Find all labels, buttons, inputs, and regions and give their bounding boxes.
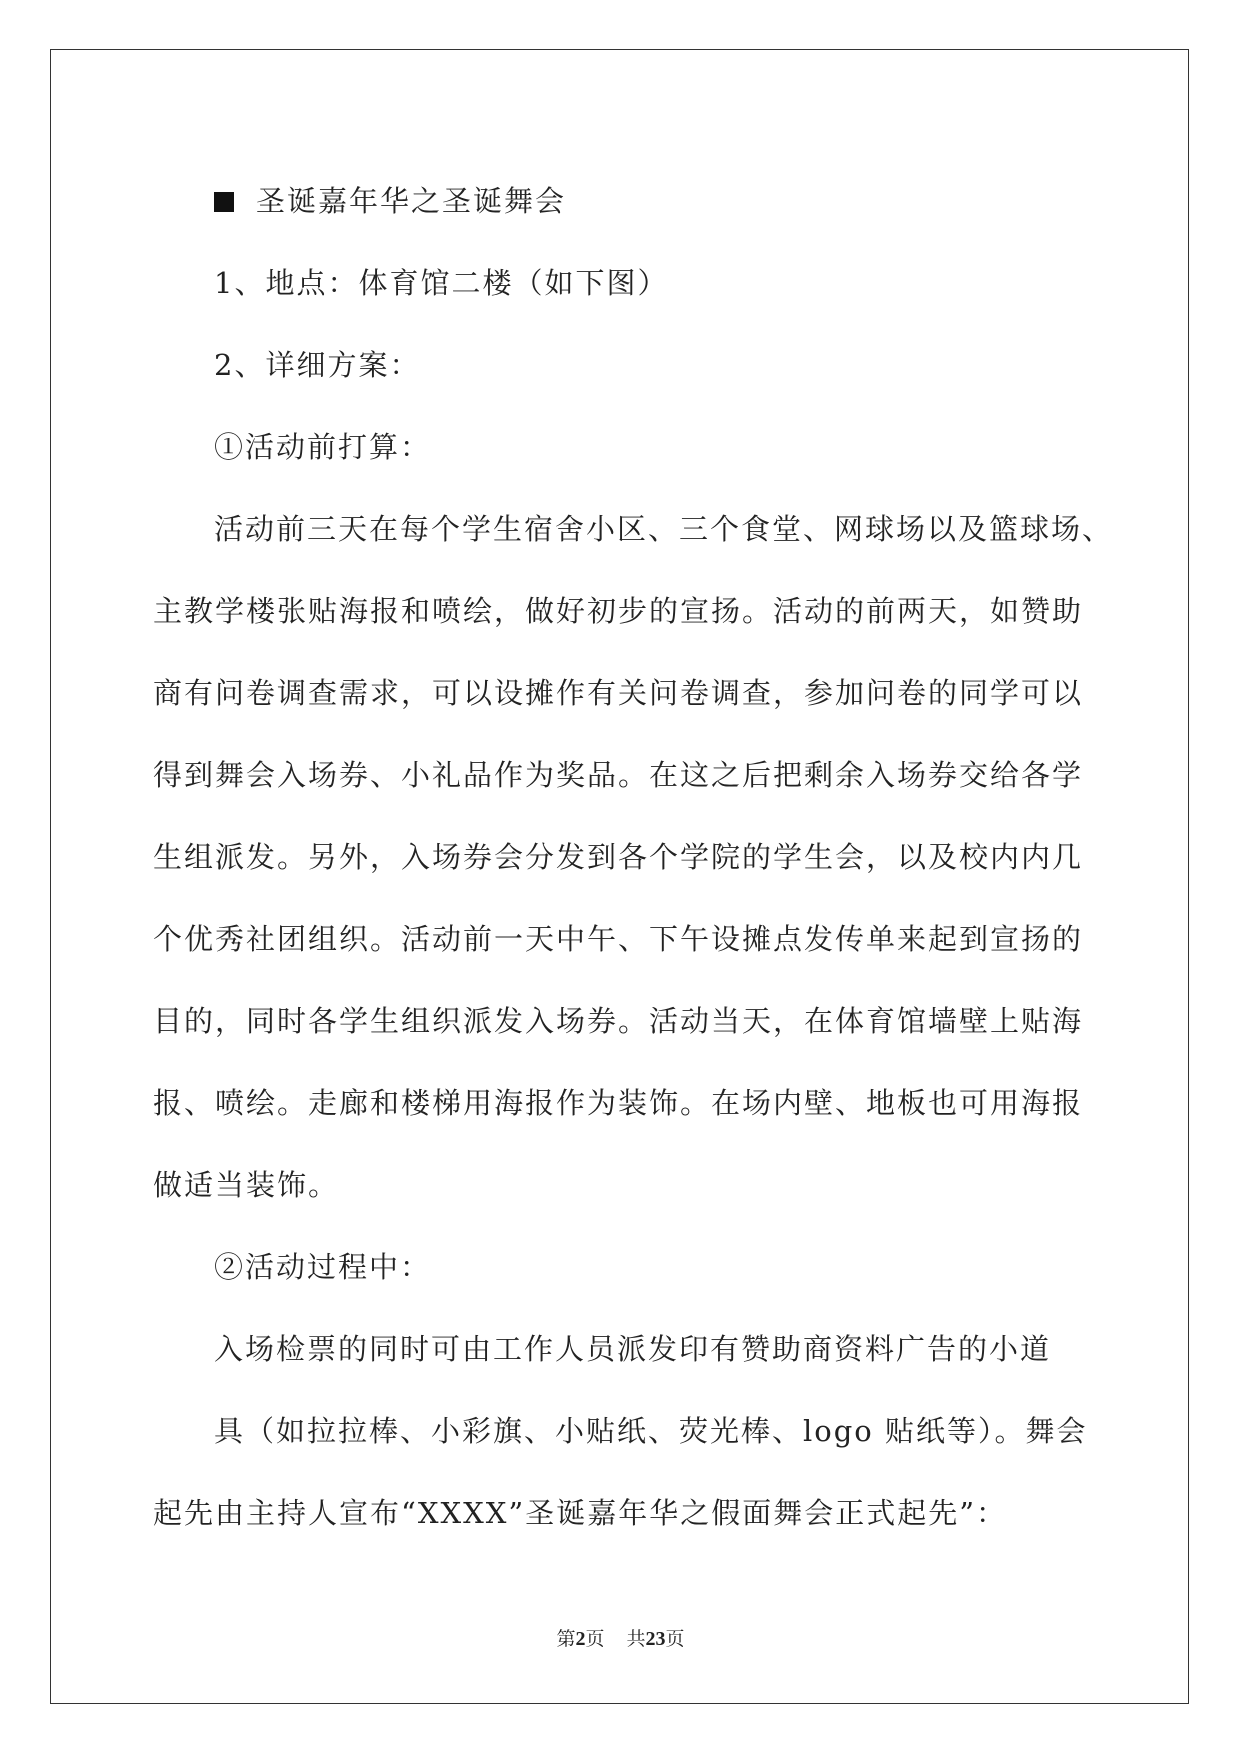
paragraph-line: 活动前三天在每个学生宿舍小区、三个食堂、网球场以及篮球场、: [214, 512, 1114, 546]
paragraph-line: 入场检票的同时可由工作人员派发印有赞助商资料广告的小道: [214, 1332, 1052, 1366]
paragraph-line: 个优秀社团组织。活动前一天中午、下午设摊点发传单来起到宣扬的: [153, 922, 1084, 956]
total-prefix: 共: [626, 1629, 646, 1650]
paragraph-line: 报、喷绘。走廊和楼梯用海报作为装饰。在场内壁、地板也可用海报: [153, 1086, 1084, 1120]
paragraph-line: 起先由主持人宣布“XXXX”圣诞嘉年华之假面舞会正式起先”：: [153, 1496, 1008, 1530]
document-body: [153, 160, 1114, 1554]
page-total: 23: [645, 1628, 666, 1650]
paragraph-line: 2、详细方案：: [214, 348, 421, 382]
total-unit: 页: [665, 1629, 685, 1650]
page-prefix: 第: [556, 1629, 576, 1650]
paragraph-line: ①活动前打算：: [214, 430, 432, 464]
page-current: 2: [575, 1628, 586, 1650]
square-bullet-icon: [214, 192, 234, 212]
paragraph-line: 得到舞会入场券、小礼品作为奖品。在这之后把剩余入场券交给各学: [153, 758, 1084, 792]
paragraph-line: ②活动过程中：: [214, 1250, 432, 1284]
paragraph-line: 目的，同时各学生组织派发入场券。活动当天，在体育馆墙壁上贴海: [153, 1004, 1084, 1038]
page-footer: [0, 1624, 1241, 1651]
paragraph-line: 做适当装饰。: [153, 1168, 340, 1202]
section-heading-text: 圣诞嘉年华之圣诞舞会: [256, 184, 567, 218]
paragraph-line: 生组派发。另外，入场券会分发到各个学院的学生会，以及校内内几: [153, 840, 1084, 874]
paragraph-line: 具（如拉拉棒、小彩旗、小贴纸、荧光棒、logo 贴纸等）。舞会: [214, 1414, 1088, 1448]
paragraph-line: 主教学楼张贴海报和喷绘，做好初步的宣扬。活动的前两天，如赞助: [153, 594, 1084, 628]
paragraph-line: 商有问卷调查需求，可以设摊作有关问卷调查，参加问卷的同学可以: [153, 676, 1084, 710]
section-heading: [153, 160, 1093, 242]
page-unit: 页: [585, 1629, 605, 1650]
paragraph-line: 1、地点：体育馆二楼（如下图）: [214, 266, 669, 300]
